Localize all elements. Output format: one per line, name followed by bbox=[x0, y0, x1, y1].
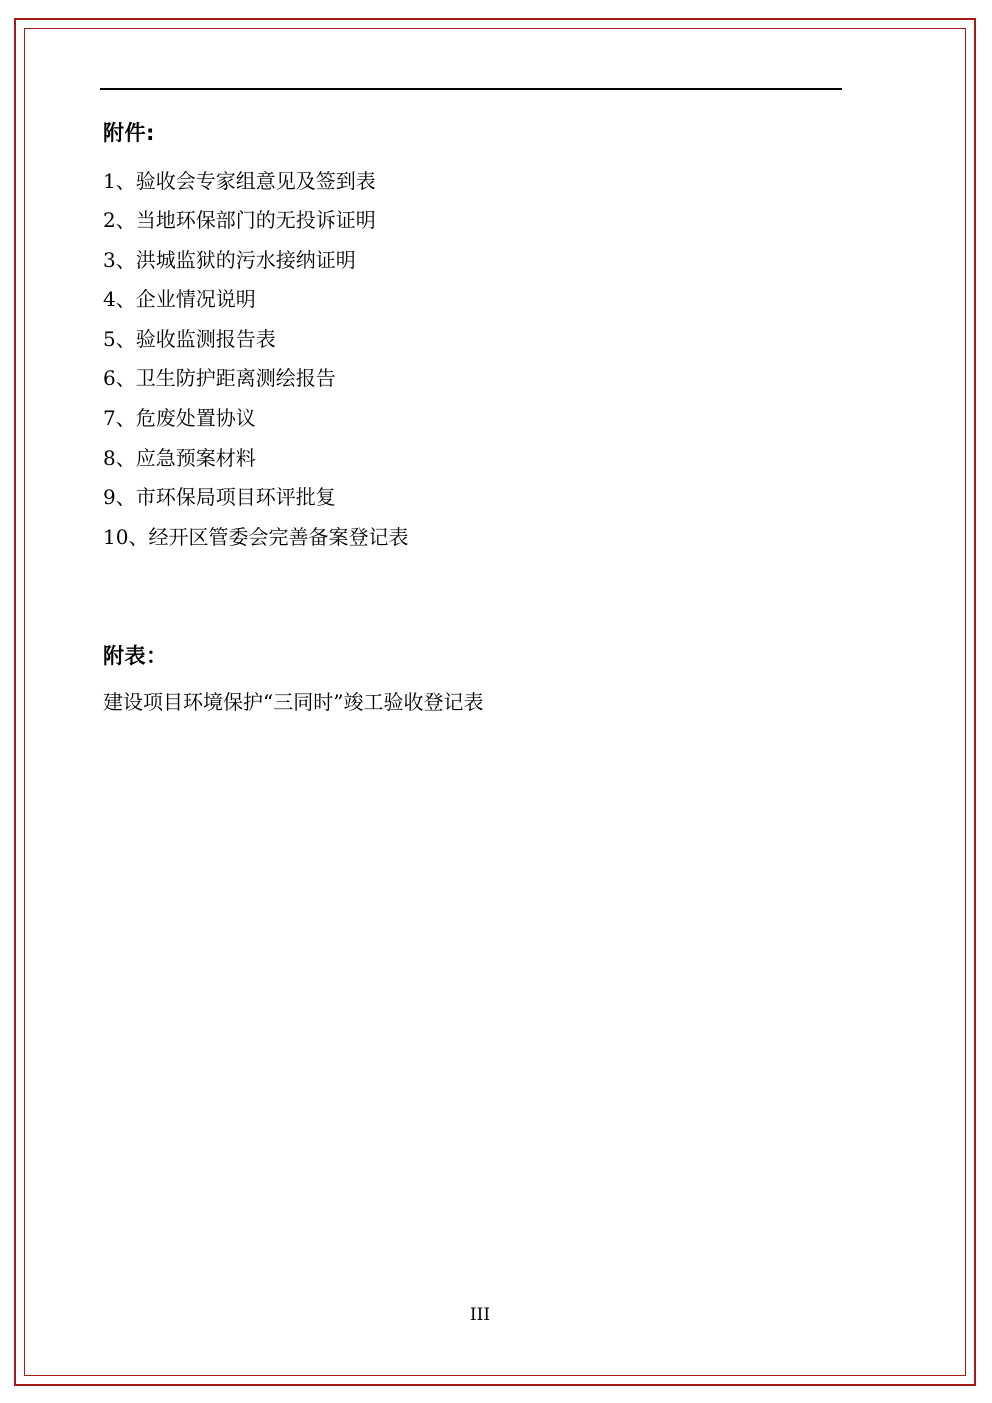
list-item-label: 卫生防护距离测绘报告 bbox=[135, 366, 336, 391]
list-item bbox=[103, 439, 860, 479]
list-item-index: 5、 bbox=[103, 326, 136, 351]
list-item-index: 8、 bbox=[103, 445, 136, 470]
list-item bbox=[103, 359, 860, 399]
list-item-label: 市环保局项目环评批复 bbox=[135, 485, 336, 510]
list-item-label: 危废处置协议 bbox=[135, 406, 256, 431]
attachments-list bbox=[100, 162, 860, 558]
list-item-index: 9、 bbox=[103, 485, 136, 510]
section-spacer bbox=[100, 557, 860, 641]
list-item bbox=[103, 280, 860, 320]
list-item-label: 洪城监狱的污水接纳证明 bbox=[135, 247, 356, 272]
page-content bbox=[100, 60, 860, 1350]
list-item-index: 2、 bbox=[103, 208, 136, 233]
list-item-label: 当地环保部门的无投诉证明 bbox=[135, 208, 376, 233]
list-item-index: 6、 bbox=[103, 366, 136, 391]
list-item bbox=[103, 518, 860, 558]
header-divider bbox=[100, 88, 842, 90]
list-item-label: 企业情况说明 bbox=[135, 287, 256, 312]
appendix-heading: 附表： bbox=[103, 644, 168, 669]
list-item-index: 4、 bbox=[103, 287, 136, 312]
list-item-index: 3、 bbox=[103, 247, 136, 272]
list-item bbox=[103, 478, 860, 518]
list-item-label: 验收监测报告表 bbox=[135, 326, 276, 351]
list-item bbox=[103, 320, 860, 360]
list-item-index: 1、 bbox=[103, 168, 136, 193]
list-item-index: 7、 bbox=[103, 406, 136, 431]
list-item-index: 10、 bbox=[103, 524, 149, 549]
list-item bbox=[103, 162, 860, 202]
list-item bbox=[103, 201, 860, 241]
list-item-label: 验收会专家组意见及签到表 bbox=[135, 168, 376, 193]
page-number: III bbox=[469, 1305, 491, 1325]
list-item-label: 经开区管委会完善备案登记表 bbox=[148, 524, 409, 549]
list-item bbox=[103, 399, 860, 439]
list-item bbox=[103, 241, 860, 281]
list-item-label: 应急预案材料 bbox=[135, 445, 256, 470]
attachments-heading: 附件: bbox=[103, 121, 155, 145]
appendix-line: 建设项目环境保护“三同时”竣工验收登记表 bbox=[103, 689, 484, 714]
